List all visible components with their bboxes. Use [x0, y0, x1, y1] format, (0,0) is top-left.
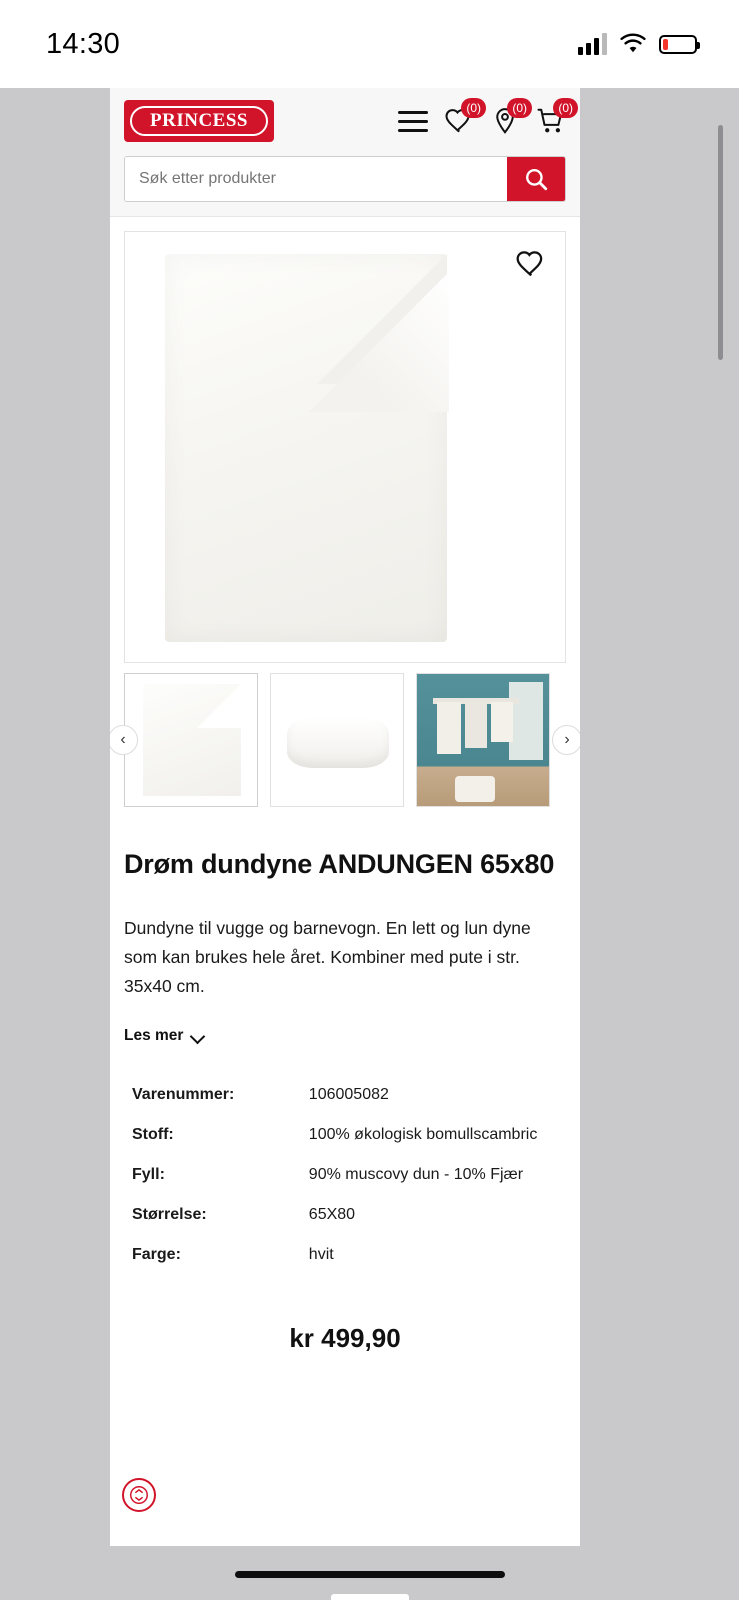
store-locator-button[interactable]	[490, 101, 527, 136]
status-indicators	[578, 33, 697, 55]
product-description: Dundyne til vugge og barnevogn. En lett og lun dyne som kan brukes hele året. Kombiner med pute i str. 35x40 cm.	[124, 918, 531, 997]
duvet-illustration	[165, 254, 447, 642]
cart-count: (0)	[553, 98, 578, 118]
thumbnail-room-scene[interactable]	[416, 673, 550, 807]
store-count: (0)	[507, 98, 532, 118]
princess-logo[interactable]	[124, 100, 274, 142]
bottom-bar-handle	[331, 1594, 409, 1600]
header-top-row	[124, 100, 573, 142]
gallery-next-button[interactable]: ›	[552, 725, 580, 755]
logo-text: PRINCESS	[130, 106, 268, 136]
product-info	[110, 849, 580, 1354]
spec-value: 90% muscovy dun - 10% Fjær	[308, 1166, 524, 1184]
cart-button[interactable]	[536, 101, 573, 136]
spec-value: 100% økologisk bomullscambric	[308, 1126, 538, 1144]
duvet-fold	[309, 272, 449, 412]
spec-value: 106005082	[308, 1086, 389, 1104]
browser-content	[110, 88, 580, 1546]
read-more-toggle[interactable]	[124, 1027, 204, 1045]
spec-label: Varenummer:	[132, 1086, 235, 1104]
thumbnail-duvet-flat[interactable]	[124, 673, 258, 807]
battery-low-icon	[659, 35, 697, 54]
gallery-prev-button[interactable]: ‹	[110, 725, 138, 755]
search-bar[interactable]	[124, 156, 566, 202]
table-row	[124, 1235, 566, 1275]
site-header	[110, 88, 580, 217]
table-row	[124, 1075, 566, 1115]
home-indicator	[235, 1571, 505, 1578]
read-more-label: Les mer	[124, 1027, 184, 1045]
thumbnail-duvet-rolled[interactable]	[270, 673, 404, 807]
product-spec-table	[124, 1075, 566, 1275]
table-row	[124, 1195, 566, 1235]
spec-label: Fyll:	[132, 1166, 165, 1184]
spec-value: 65X80	[308, 1206, 356, 1224]
product-main-image[interactable]	[124, 231, 566, 663]
spec-value: hvit	[308, 1246, 334, 1264]
product-price: kr 499,90	[289, 1323, 401, 1354]
add-to-wishlist-icon[interactable]	[515, 248, 547, 280]
heart-outline-icon	[515, 248, 547, 280]
cellular-signal-icon	[578, 33, 607, 55]
wifi-icon	[619, 33, 647, 55]
hamburger-menu-icon[interactable]	[398, 111, 428, 132]
thumbnail-strip	[120, 673, 570, 807]
spec-label: Farge:	[132, 1246, 181, 1264]
table-row	[124, 1155, 566, 1195]
header-icons	[398, 101, 573, 136]
search-submit-button[interactable]	[507, 157, 565, 201]
table-row	[124, 1115, 566, 1155]
recycle-badge-icon[interactable]	[122, 1478, 156, 1512]
status-time: 14:30	[46, 27, 121, 60]
product-title: Drøm dundyne ANDUNGEN 65x80	[124, 849, 555, 879]
spec-label: Stoff:	[132, 1126, 174, 1144]
page-scrollbar[interactable]	[718, 125, 723, 360]
status-bar	[0, 0, 739, 88]
spec-label: Størrelse:	[132, 1206, 207, 1224]
chevron-down-icon	[191, 1030, 204, 1043]
wishlist-button[interactable]	[444, 101, 481, 136]
search-input[interactable]	[125, 157, 507, 201]
search-icon	[523, 166, 549, 192]
wishlist-count: (0)	[461, 98, 486, 118]
